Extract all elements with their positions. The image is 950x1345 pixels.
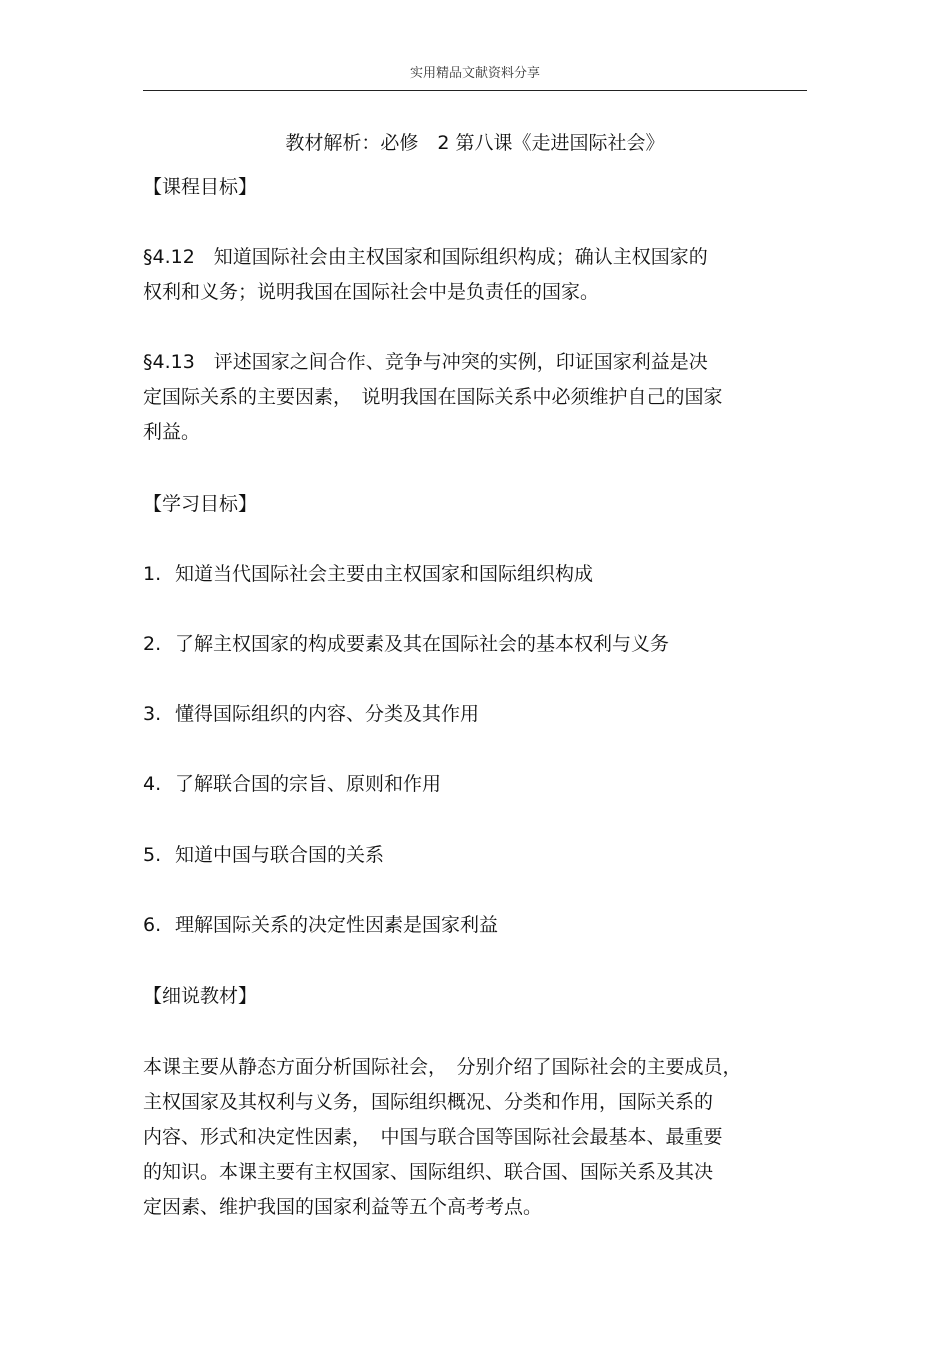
list-number: 1. <box>143 563 162 585</box>
learning-goal-item <box>143 557 593 591</box>
list-text: 懂得国际组织的内容、分类及其作用 <box>175 703 480 725</box>
running-header: 实用精品文献资料分享 <box>409 66 540 81</box>
list-text: 了解联合国的宗旨、原则和作用 <box>175 773 442 795</box>
learning-goal-item <box>143 697 479 731</box>
section-heading-learning-goals: 【学习目标】 <box>143 493 258 515</box>
course-goal-4-12-line-2: 权利和义务；说明我国在国际社会中是负责任的国家。 <box>143 281 600 303</box>
section-heading-course-goals: 【课程目标】 <box>143 176 258 198</box>
learning-goal-item <box>143 908 498 942</box>
list-number: 2. <box>143 633 162 655</box>
learning-goal-item <box>143 838 384 872</box>
document-title: 教材解析：必修 2 第八课《走进国际社会》 <box>285 132 665 154</box>
learning-goal-item <box>143 767 441 801</box>
list-text: 知道当代国际社会主要由主权国家和国际组织构成 <box>175 563 594 585</box>
list-number: 6. <box>143 914 162 936</box>
course-goal-4-13-line-3: 利益。 <box>143 421 201 443</box>
textbook-detail-line-1: 本课主要从静态方面分析国际社会， 分别介绍了国际社会的主要成员， <box>143 1056 742 1078</box>
learning-goal-item <box>143 627 669 661</box>
course-goal-4-13-line-1: §4.13 评述国家之间合作、竞争与冲突的实例，印证国家利益是决 <box>143 351 708 373</box>
list-text: 了解主权国家的构成要素及其在国际社会的基本权利与义务 <box>175 633 670 655</box>
textbook-detail-line-3: 内容、形式和决定性因素， 中国与联合国等国际社会最基本、最重要 <box>143 1126 723 1148</box>
course-goal-4-13-line-2: 定国际关系的主要因素， 说明我国在国际关系中必须维护自己的国家 <box>143 386 723 408</box>
textbook-detail-line-2: 主权国家及其权利与义务，国际组织概况、分类和作用，国际关系的 <box>143 1091 714 1113</box>
textbook-detail-line-4: 的知识。本课主要有主权国家、国际组织、联合国、国际关系及其决 <box>143 1161 714 1183</box>
list-number: 5. <box>143 844 162 866</box>
list-number: 4. <box>143 773 162 795</box>
list-text: 知道中国与联合国的关系 <box>175 844 385 866</box>
header-divider <box>143 90 807 91</box>
section-heading-textbook-detail: 【细说教材】 <box>143 985 258 1007</box>
textbook-detail-line-5: 定因素、维护我国的国家利益等五个高考考点。 <box>143 1196 543 1218</box>
list-text: 理解国际关系的决定性因素是国家利益 <box>175 914 499 936</box>
list-number: 3. <box>143 703 162 725</box>
course-goal-4-12-line-1: §4.12 知道国际社会由主权国家和国际组织构成；确认主权国家的 <box>143 246 708 268</box>
